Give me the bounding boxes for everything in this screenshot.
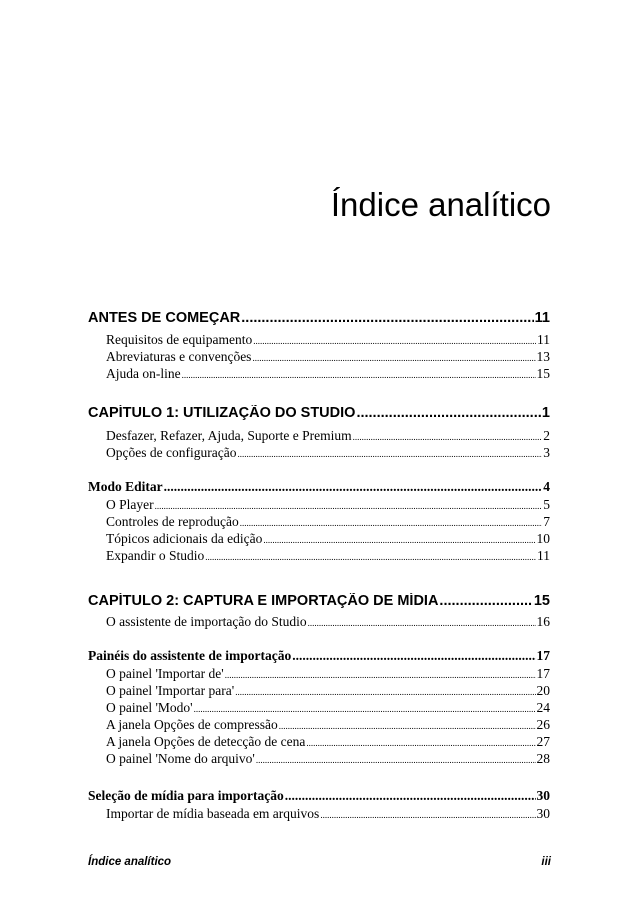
toc-row-page: 2: [543, 428, 550, 443]
dot-leader: [240, 514, 543, 530]
dot-leader: [235, 683, 535, 699]
toc-section-row[interactable]: [88, 648, 550, 664]
toc-row-text: O painel 'Importar para': [106, 683, 235, 698]
toc-row-text: O painel 'Nome do arquivo': [106, 751, 255, 766]
page-number: iii: [541, 856, 551, 868]
toc-entry-row[interactable]: [88, 751, 550, 767]
toc-row-page: 5: [543, 497, 550, 512]
toc-entry-row[interactable]: [88, 531, 550, 547]
toc-row-page: 11: [537, 548, 550, 563]
toc-row-page: 11: [534, 310, 550, 326]
toc-entry-row[interactable]: [88, 734, 550, 750]
toc-row-page: 1: [541, 405, 550, 421]
toc-entry-row[interactable]: [88, 366, 550, 382]
toc-row-text: O painel 'Modo': [106, 700, 193, 715]
toc-entry-row[interactable]: [88, 683, 550, 699]
toc-row-text: Requisitos de equipamento: [106, 332, 253, 347]
toc-row-text: A janela Opções de detecção de cena: [106, 734, 306, 749]
toc-row-text: Painéis do assistente de importação: [88, 648, 292, 663]
dot-leader: [182, 366, 536, 382]
toc-row-page: 4: [543, 479, 550, 494]
toc-row-page: 15: [536, 366, 550, 381]
toc-row-page: 17: [536, 666, 550, 681]
toc-entry-row[interactable]: [88, 548, 550, 564]
toc-row-page: 10: [536, 531, 550, 546]
dot-leader: [241, 310, 533, 326]
toc-chapter-row[interactable]: [88, 310, 550, 326]
dot-leader: [285, 788, 536, 804]
dot-leader: [308, 614, 536, 630]
toc-row-page: 30: [536, 788, 550, 803]
toc-chapter-row[interactable]: [88, 593, 550, 609]
toc-row-page: 20: [536, 683, 550, 698]
toc-entry-row[interactable]: [88, 700, 550, 716]
dot-leader: [252, 349, 535, 365]
toc-entry-row[interactable]: [88, 497, 550, 513]
dot-leader: [353, 428, 543, 444]
toc-row-text: CAPÍTULO 2: CAPTURA E IMPORTAÇÃO DE MÍDIA: [88, 593, 439, 609]
page-title: Índice analítico: [330, 186, 551, 223]
toc-section-row[interactable]: [88, 788, 550, 804]
dot-leader: [279, 717, 536, 733]
toc-chapter-row[interactable]: [88, 405, 550, 421]
dot-leader: [155, 497, 543, 513]
toc-entry-row[interactable]: [88, 806, 550, 822]
toc-row-text: ANTES DE COMEÇAR: [88, 310, 241, 326]
dot-leader: [320, 806, 535, 822]
dot-leader: [356, 405, 540, 421]
toc-row-text: A janela Opções de compressão: [106, 717, 278, 732]
toc-row-text: O Player: [106, 497, 154, 512]
toc-row-page: 26: [536, 717, 550, 732]
toc-row-text: Modo Editar: [88, 479, 163, 494]
dot-leader: [306, 734, 535, 750]
dot-leader: [194, 700, 536, 716]
toc-row-text: O painel 'Importar de': [106, 666, 224, 681]
footer-title: Índice analítico: [88, 856, 172, 868]
dot-leader: [237, 445, 542, 461]
toc-row-text: Ajuda on-line: [106, 366, 181, 381]
toc-row-page: 3: [543, 445, 550, 460]
dot-leader: [439, 593, 532, 609]
toc-row-text: Abreviaturas e convenções: [106, 349, 252, 364]
toc-row-page: 28: [536, 751, 550, 766]
dot-leader: [253, 332, 536, 348]
toc-section-row[interactable]: [88, 479, 550, 495]
toc-row-text: Controles de reprodução: [106, 514, 239, 529]
toc-entry-row[interactable]: [88, 666, 550, 682]
toc-row-text: Desfazer, Refazer, Ajuda, Suporte e Premium: [106, 428, 352, 443]
toc-entry-row[interactable]: [88, 428, 550, 444]
toc-row-text: Tópicos adicionais da edição: [106, 531, 263, 546]
toc-row-text: Seleção de mídia para importação: [88, 788, 284, 803]
dot-leader: [292, 648, 535, 664]
toc-row-page: 7: [543, 514, 550, 529]
dot-leader: [164, 479, 543, 495]
toc-row-text: Importar de mídia baseada em arquivos: [106, 806, 320, 821]
toc-entry-row[interactable]: [88, 332, 550, 348]
dot-leader: [256, 751, 536, 767]
toc-row-page: 17: [536, 648, 550, 663]
toc-entry-row[interactable]: [88, 445, 550, 461]
dot-leader: [225, 666, 536, 682]
toc-row-page: 13: [536, 349, 550, 364]
toc-entry-row[interactable]: [88, 614, 550, 630]
toc-entry-row[interactable]: [88, 514, 550, 530]
toc-row-page: 11: [537, 332, 550, 347]
dot-leader: [205, 548, 536, 564]
toc-row-text: Expandir o Studio: [106, 548, 205, 563]
toc-entry-row[interactable]: [88, 349, 550, 365]
toc-row-page: 30: [536, 806, 550, 821]
toc-row-text: CAPÍTULO 1: UTILIZAÇÃO DO STUDIO: [88, 405, 356, 421]
toc-row-text: Opções de configuração: [106, 445, 237, 460]
dot-leader: [263, 531, 535, 547]
toc-row-page: 24: [536, 700, 550, 715]
toc-row-page: 15: [533, 593, 550, 609]
toc-entry-row[interactable]: [88, 717, 550, 733]
toc-row-text: O assistente de importação do Studio: [106, 614, 307, 629]
toc-row-page: 27: [536, 734, 550, 749]
toc-row-page: 16: [536, 614, 550, 629]
